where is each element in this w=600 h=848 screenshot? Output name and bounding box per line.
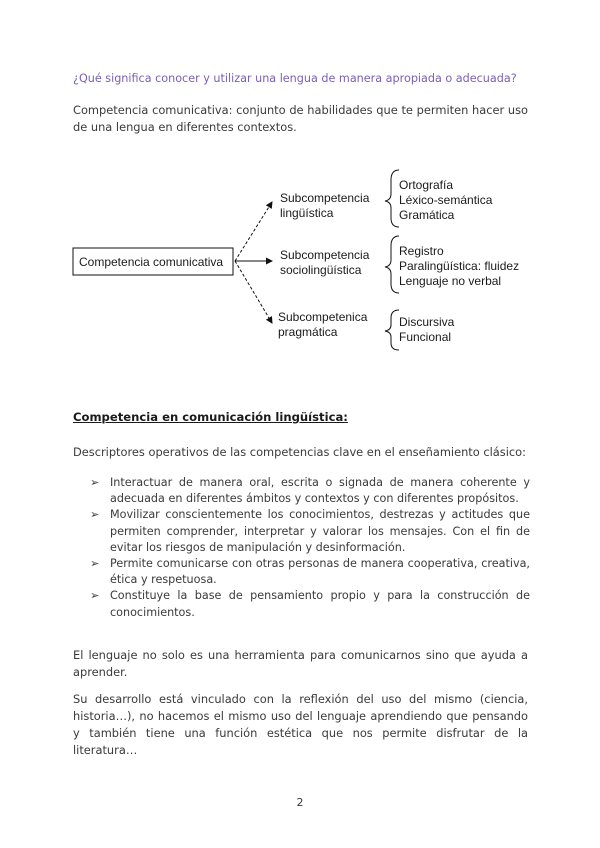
page-number: 2 <box>296 796 304 809</box>
paragraph-development: Su desarrollo está vinculado con la reflexión del uso del mismo (ciencia, historia…), no hacemos el mismo uso del lenguaje aprendiendo que pensando y también tiene una función estética que nos permite disfrutar de la literatura… <box>73 692 528 757</box>
branch-2-item-2: Paralingüística: fluidez <box>399 259 520 273</box>
branch-2-title-line-1: Subcompetencia <box>280 248 370 262</box>
branch-2-item-1: Registro <box>399 244 444 258</box>
arrow-bullet-icon: ➢ <box>90 476 100 489</box>
list-item-text: Permite comunicarse con otras personas de manera cooperativa, creativa, ética y respetuosa. <box>110 557 530 587</box>
brace-2 <box>385 236 399 293</box>
question-line: ¿Qué significa conocer y utilizar una lengua de manera apropiada o adecuada? <box>73 72 517 85</box>
list-item-text: Movilizar conscientemente los conocimientos, destrezas y actitudes que permiten comprender, interpretar y valorar los mensajes. Con el fin de evitar los riesgos de manipulación y desinformación. <box>110 508 530 554</box>
list-item-text: Constituye la base de pensamiento propio y para la construcción de conocimientos. <box>110 589 530 619</box>
brace-3 <box>385 310 399 350</box>
paragraph-language-tool: El lenguaje no solo es una herramienta para comunicarnos sino que ayuda a aprender. <box>73 648 528 679</box>
branch-3-title-line-1: Subcompetenica <box>278 310 368 324</box>
branch-1-title-line-2: lingüística <box>280 206 334 220</box>
descriptor-list <box>90 475 530 621</box>
root-label: Competencia comunicativa <box>79 255 224 269</box>
intro-paragraph: Competencia comunicativa: conjunto de habilidades que te permiten hacer uso de una lengua en diferentes contextos. <box>73 103 528 134</box>
section-heading: Competencia en comunicación lingüística: <box>73 410 348 424</box>
list-item <box>90 507 530 556</box>
branch-3-item-1: Discursiva <box>399 315 455 329</box>
branch-2-title-line-2: sociolingüística <box>280 263 362 277</box>
branch-1-title-line-1: Subcompetencia <box>280 191 370 205</box>
brace-1 <box>385 170 399 227</box>
list-item <box>90 556 530 588</box>
branch-3-title-line-2: pragmática <box>278 325 338 339</box>
list-item <box>90 475 530 507</box>
branch-2-item-3: Lenguaje no verbal <box>399 274 502 288</box>
branch-1-item-2: Léxico-semántica <box>399 193 493 207</box>
branch-1-item-1: Ortografía <box>399 178 454 192</box>
arrow-to-branch-3 <box>235 261 272 323</box>
branch-1-item-3: Gramática <box>399 208 455 222</box>
branch-3-item-2: Funcional <box>399 330 452 344</box>
arrow-bullet-icon: ➢ <box>90 589 100 603</box>
arrow-bullet-icon: ➢ <box>90 557 100 571</box>
arrow-to-branch-1 <box>235 202 272 261</box>
arrow-bullet-icon: ➢ <box>90 508 100 522</box>
competence-diagram <box>0 160 600 360</box>
descriptors-intro: Descriptores operativos de las competencias clave en el enseñamiento clásico: <box>73 445 526 459</box>
list-item <box>90 588 530 620</box>
list-item-text: Interactuar de manera oral, escrita o signada de manera coherente y adecuada en diferentes ámbitos y contextos y con diferentes propósitos. <box>110 476 530 506</box>
